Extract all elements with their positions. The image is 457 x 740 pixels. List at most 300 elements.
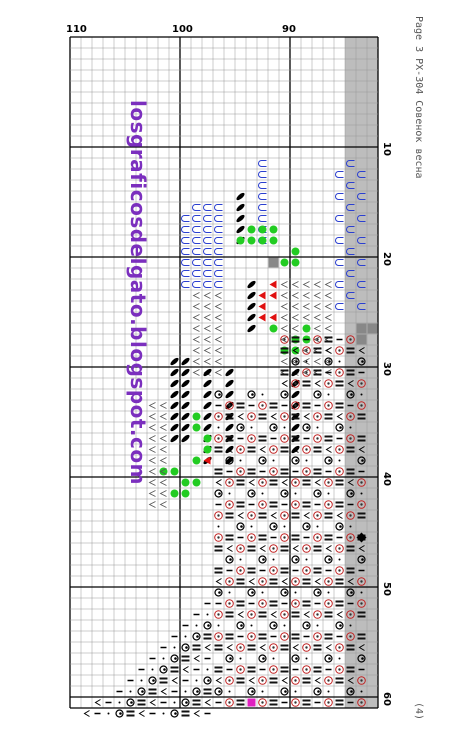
target-stitch: [349, 613, 351, 615]
double-bar-stitch: [303, 583, 311, 585]
double-bar-stitch: [347, 645, 355, 647]
double-bar-stitch: [314, 667, 322, 669]
dot-stitch: [163, 713, 165, 715]
spiral-stitch: [350, 393, 353, 396]
chevron-stitch: [250, 480, 255, 486]
target-stitch: [327, 679, 329, 681]
spiral-stitch: [306, 525, 309, 528]
target-stitch: [272, 668, 274, 670]
dot-stitch: [361, 493, 363, 495]
target-stitch: [316, 415, 318, 417]
blue-arch-stitch: [259, 205, 267, 211]
target-stitch: [327, 580, 329, 582]
double-bar-stitch: [325, 612, 333, 614]
dot-stitch: [251, 625, 253, 627]
target-stitch: [360, 404, 362, 406]
double-bar-stitch: [303, 403, 311, 405]
spiral-stitch: [240, 426, 243, 429]
target-stitch: [250, 514, 252, 516]
double-bar-stitch: [325, 337, 333, 339]
green-dot-stitch: [259, 226, 267, 234]
double-bar-stitch: [226, 634, 234, 636]
dark-oval-stitch: [246, 291, 256, 301]
heart-outline-stitch: [161, 436, 167, 442]
heart-outline-stitch: [150, 469, 156, 475]
chevron-stitch: [261, 645, 266, 651]
chevron-stitch: [283, 579, 288, 585]
dot-stitch: [317, 427, 319, 429]
double-bar-stitch: [303, 601, 311, 603]
dot-stitch: [350, 625, 352, 627]
double-bar-stitch: [303, 407, 311, 409]
spiral-stitch: [262, 459, 265, 462]
double-bar-stitch: [347, 550, 355, 552]
heart-outline-stitch: [216, 370, 222, 376]
double-bar-stitch: [325, 513, 333, 515]
green-dot-stitch: [237, 237, 245, 245]
spiral-stitch: [273, 426, 276, 429]
dark-oval-stitch: [180, 434, 190, 444]
double-bar-stitch: [127, 715, 135, 717]
heart-outline-stitch: [194, 348, 200, 354]
chevron-stitch: [272, 513, 277, 519]
dark-oval-stitch: [180, 357, 190, 367]
double-bar-stitch: [281, 469, 289, 471]
dark-oval-stitch: [169, 368, 179, 378]
double-bar-stitch: [226, 535, 234, 537]
target-stitch: [316, 613, 318, 615]
blue-arch-stitch: [336, 238, 344, 244]
heart-outline-stitch: [315, 282, 321, 288]
double-bar-stitch: [138, 700, 146, 702]
double-bar-stitch: [204, 634, 212, 636]
page-number: (4): [413, 702, 424, 721]
double-bar-stitch: [292, 341, 300, 343]
double-bar-stitch: [237, 506, 245, 508]
dark-oval-stitch: [202, 423, 212, 433]
blue-arch-stitch: [193, 205, 201, 211]
target-stitch: [338, 448, 340, 450]
double-bar-stitch: [281, 550, 289, 552]
chevron-stitch: [316, 678, 321, 684]
double-bar-stitch: [248, 451, 256, 453]
target-stitch: [261, 481, 263, 483]
dot-stitch: [328, 493, 330, 495]
green-dot-stitch: [259, 237, 267, 245]
chevron-stitch: [195, 656, 200, 662]
dot-stitch: [218, 427, 220, 429]
target-stitch: [283, 437, 285, 439]
target-stitch: [327, 602, 329, 604]
spiral-stitch: [350, 492, 353, 495]
target-stitch: [360, 481, 362, 483]
green-dot-stitch: [182, 479, 190, 487]
double-bar-stitch: [314, 348, 322, 350]
heart-outline-stitch: [205, 326, 211, 332]
double-bar-stitch: [160, 678, 168, 680]
target-stitch: [360, 580, 362, 582]
chevron-stitch: [239, 513, 244, 519]
double-bar-stitch: [259, 616, 267, 618]
chevron-stitch: [305, 414, 310, 420]
dot-stitch: [251, 427, 253, 429]
heart-outline-stitch: [205, 315, 211, 321]
double-bar-stitch: [303, 678, 311, 680]
spiral-stitch: [262, 558, 265, 561]
heart-outline-stitch: [205, 304, 211, 310]
target-stitch: [305, 569, 307, 571]
double-bar-stitch: [171, 667, 179, 669]
spiral-stitch: [295, 657, 298, 660]
double-bar-stitch: [314, 572, 322, 574]
target-stitch: [283, 613, 285, 615]
spiral-stitch: [174, 657, 177, 660]
blue-arch-stitch: [204, 205, 212, 211]
spiral-stitch: [251, 393, 254, 396]
spiral-stitch: [119, 712, 122, 715]
double-bar-stitch: [226, 612, 234, 614]
chevron-stitch: [316, 579, 321, 585]
heart-outline-stitch: [216, 348, 222, 354]
target-stitch: [250, 415, 252, 417]
blue-arch-stitch: [204, 238, 212, 244]
spiral-stitch: [361, 657, 364, 660]
blue-arch-stitch: [259, 183, 267, 189]
blue-arch-stitch: [259, 172, 267, 178]
heart-outline-stitch: [150, 447, 156, 453]
heart-outline-stitch: [194, 370, 200, 376]
double-bar-stitch: [248, 649, 256, 651]
double-bar-stitch: [292, 634, 300, 636]
heart-outline-stitch: [315, 293, 321, 299]
dot-stitch: [339, 658, 341, 660]
target-stitch: [272, 448, 274, 450]
dark-oval-stitch: [202, 379, 212, 389]
spiral-stitch: [251, 690, 254, 693]
double-bar-stitch: [303, 506, 311, 508]
green-dot-stitch: [292, 259, 300, 267]
column-label-100: 100: [172, 24, 193, 35]
target-stitch: [250, 635, 252, 637]
heart-outline-stitch: [304, 304, 310, 310]
chevron-stitch: [228, 645, 233, 651]
green-dot-stitch: [193, 424, 201, 432]
heart-outline-stitch: [150, 458, 156, 464]
blue-arch-stitch: [182, 227, 190, 233]
chevron-stitch: [184, 667, 189, 673]
double-bar-stitch: [314, 469, 322, 471]
double-bar-stitch: [248, 667, 256, 669]
spiral-stitch: [218, 591, 221, 594]
blue-arch-stitch: [193, 271, 201, 277]
double-bar-stitch: [347, 473, 355, 475]
green-dot-stitch: [193, 457, 201, 465]
double-bar-stitch: [270, 506, 278, 508]
spiral-stitch: [339, 624, 342, 627]
target-stitch: [272, 470, 274, 472]
double-bar-stitch: [336, 381, 344, 383]
target-stitch: [327, 701, 329, 703]
double-bar-stitch: [215, 645, 223, 647]
dot-stitch: [306, 460, 308, 462]
blue-arch-stitch: [215, 227, 223, 233]
double-bar-stitch: [259, 539, 267, 541]
double-bar-stitch: [138, 704, 146, 706]
double-bar-stitch: [336, 583, 344, 585]
dot-stitch: [119, 702, 121, 704]
spiral-stitch: [339, 525, 342, 528]
dot-stitch: [284, 625, 286, 627]
target-stitch: [217, 613, 219, 615]
dot-stitch: [141, 680, 143, 682]
green-dot-stitch: [248, 237, 256, 245]
dot-stitch: [152, 669, 154, 671]
dark-oval-stitch: [169, 423, 179, 433]
dot-stitch: [317, 625, 319, 627]
heart-outline-stitch: [293, 293, 299, 299]
dark-oval-stitch: [290, 434, 300, 444]
double-bar-stitch: [237, 601, 245, 603]
spiral-stitch: [350, 591, 353, 594]
double-bar-stitch: [358, 414, 366, 416]
dot-stitch: [185, 636, 187, 638]
target-stitch: [283, 415, 285, 417]
target-stitch: [294, 481, 296, 483]
blue-arch-stitch: [215, 205, 223, 211]
double-bar-stitch: [270, 502, 278, 504]
double-bar-stitch: [182, 715, 190, 717]
heart-outline-stitch: [150, 436, 156, 442]
target-stitch: [327, 404, 329, 406]
spiral-stitch: [240, 525, 243, 528]
double-bar-stitch: [270, 678, 278, 680]
hatched-stitch: [368, 324, 378, 334]
dot-stitch: [339, 460, 341, 462]
dark-oval-stitch: [169, 379, 179, 389]
double-bar-stitch: [149, 689, 157, 691]
blue-arch-stitch: [182, 271, 190, 277]
heart-outline-stitch: [315, 326, 321, 332]
dot-stitch: [306, 559, 308, 561]
double-bar-stitch: [270, 700, 278, 702]
blue-arch-stitch: [336, 304, 344, 310]
double-bar-stitch: [281, 447, 289, 449]
chevron-stitch: [173, 678, 178, 684]
spiral-stitch: [295, 459, 298, 462]
target-stitch: [294, 602, 296, 604]
dot-stitch: [295, 493, 297, 495]
chevron-stitch: [327, 447, 332, 453]
dot-stitch: [196, 625, 198, 627]
blue-arch-stitch: [336, 172, 344, 178]
double-bar-stitch: [237, 579, 245, 581]
double-bar-stitch: [336, 484, 344, 486]
dot-stitch: [218, 526, 220, 528]
double-bar-stitch: [270, 605, 278, 607]
double-bar-stitch: [237, 484, 245, 486]
spiral-stitch: [218, 492, 221, 495]
heart-outline-stitch: [150, 491, 156, 497]
double-bar-stitch: [314, 473, 322, 475]
heart-outline-stitch: [205, 359, 211, 365]
double-bar-stitch: [281, 568, 289, 570]
dark-oval-stitch: [290, 445, 300, 455]
spiral-stitch: [207, 624, 210, 627]
spiral-stitch: [262, 657, 265, 660]
heart-outline-stitch: [216, 293, 222, 299]
spiral-stitch: [295, 360, 298, 363]
double-bar-stitch: [292, 414, 300, 416]
dot-stitch: [174, 702, 176, 704]
double-bar-stitch: [358, 616, 366, 618]
double-bar-stitch: [358, 638, 366, 640]
double-bar-stitch: [336, 403, 344, 405]
heart-outline-stitch: [304, 315, 310, 321]
double-bar-stitch: [226, 414, 234, 416]
double-bar-stitch: [226, 513, 234, 515]
double-bar-stitch: [336, 506, 344, 508]
dot-stitch: [196, 680, 198, 682]
chevron-stitch: [217, 480, 222, 486]
double-bar-stitch: [226, 418, 234, 420]
target-stitch: [217, 536, 219, 538]
dot-stitch: [328, 394, 330, 396]
blue-arch-stitch: [204, 249, 212, 255]
double-bar-stitch: [281, 370, 289, 372]
double-bar-stitch: [336, 502, 344, 504]
target-stitch: [261, 679, 263, 681]
target-stitch: [338, 646, 340, 648]
heart-outline-stitch: [161, 491, 167, 497]
double-bar-stitch: [270, 583, 278, 585]
double-bar-stitch: [336, 678, 344, 680]
heart-outline-stitch: [150, 502, 156, 508]
double-bar-stitch: [303, 385, 311, 387]
double-bar-stitch: [303, 704, 311, 706]
row-label-40: 40: [381, 472, 392, 486]
double-bar-stitch: [237, 704, 245, 706]
double-bar-stitch: [325, 539, 333, 541]
blue-arch-stitch: [259, 161, 267, 167]
double-bar-stitch: [215, 546, 223, 548]
hatched-stitch: [357, 335, 367, 345]
dot-stitch: [163, 658, 165, 660]
spiral-stitch: [328, 459, 331, 462]
dot-stitch: [328, 691, 330, 693]
target-stitch: [360, 382, 362, 384]
dark-oval-stitch: [180, 390, 190, 400]
pink-square-stitch: [248, 699, 256, 707]
heart-outline-stitch: [161, 403, 167, 409]
target-stitch: [239, 646, 241, 648]
dark-oval-stitch: [290, 423, 300, 433]
heart-outline-stitch: [304, 282, 310, 288]
blue-arch-stitch: [193, 216, 201, 222]
dark-oval-stitch: [235, 225, 245, 235]
chevron-stitch: [206, 700, 211, 706]
spiral-stitch: [317, 492, 320, 495]
double-bar-stitch: [303, 682, 311, 684]
double-bar-stitch: [347, 546, 355, 548]
double-bar-stitch: [347, 469, 355, 471]
target-stitch: [327, 481, 329, 483]
double-bar-stitch: [314, 671, 322, 673]
dot-stitch: [284, 427, 286, 429]
double-bar-stitch: [281, 348, 289, 350]
dot-stitch: [108, 713, 110, 715]
double-bar-stitch: [336, 704, 344, 706]
double-bar-stitch: [182, 660, 190, 662]
dot-stitch: [295, 691, 297, 693]
double-bar-stitch: [325, 616, 333, 618]
target-stitch: [349, 338, 351, 340]
double-bar-stitch: [237, 583, 245, 585]
target-stitch: [316, 635, 318, 637]
target-stitch: [360, 701, 362, 703]
blue-arch-stitch: [204, 227, 212, 233]
double-bar-stitch: [314, 568, 322, 570]
green-dot-stitch: [182, 490, 190, 498]
heart-outline-stitch: [161, 425, 167, 431]
target-stitch: [360, 602, 362, 604]
double-bar-stitch: [336, 480, 344, 482]
double-bar-stitch: [226, 440, 234, 442]
spiral-stitch: [240, 624, 243, 627]
double-bar-stitch: [325, 414, 333, 416]
double-bar-stitch: [325, 638, 333, 640]
double-bar-stitch: [281, 649, 289, 651]
chevron-stitch: [283, 480, 288, 486]
double-bar-stitch: [314, 352, 322, 354]
target-stitch: [228, 503, 230, 505]
target-stitch: [338, 569, 340, 571]
chevron-stitch: [261, 546, 266, 552]
target-stitch: [294, 580, 296, 582]
double-bar-stitch: [281, 451, 289, 453]
green-dot-stitch: [270, 237, 278, 245]
target-stitch: [338, 470, 340, 472]
double-bar-stitch: [215, 447, 223, 449]
green-dot-stitch: [171, 468, 179, 476]
dot-stitch: [262, 691, 264, 693]
target-stitch: [261, 503, 263, 505]
target-stitch: [305, 349, 307, 351]
dot-stitch: [361, 394, 363, 396]
double-bar-stitch: [347, 671, 355, 673]
target-stitch: [316, 437, 318, 439]
row-label-30: 30: [381, 362, 392, 376]
heart-outline-stitch: [205, 337, 211, 343]
row-label-10: 10: [381, 142, 392, 156]
target-stitch: [228, 580, 230, 582]
red-triangle-stitch: [270, 292, 277, 300]
dark-oval-stitch: [180, 412, 190, 422]
target-stitch: [338, 349, 340, 351]
spiral-stitch: [174, 712, 177, 715]
heart-outline-stitch: [304, 293, 310, 299]
double-bar-stitch: [347, 568, 355, 570]
spiral-stitch: [185, 701, 188, 704]
target-stitch: [250, 536, 252, 538]
target-stitch: [360, 503, 362, 505]
target-stitch: [239, 569, 241, 571]
dot-stitch: [273, 559, 275, 561]
dot-stitch: [130, 691, 132, 693]
double-bar-stitch: [259, 418, 267, 420]
blue-arch-stitch: [193, 260, 201, 266]
double-bar-stitch: [358, 612, 366, 614]
target-stitch: [294, 404, 296, 406]
